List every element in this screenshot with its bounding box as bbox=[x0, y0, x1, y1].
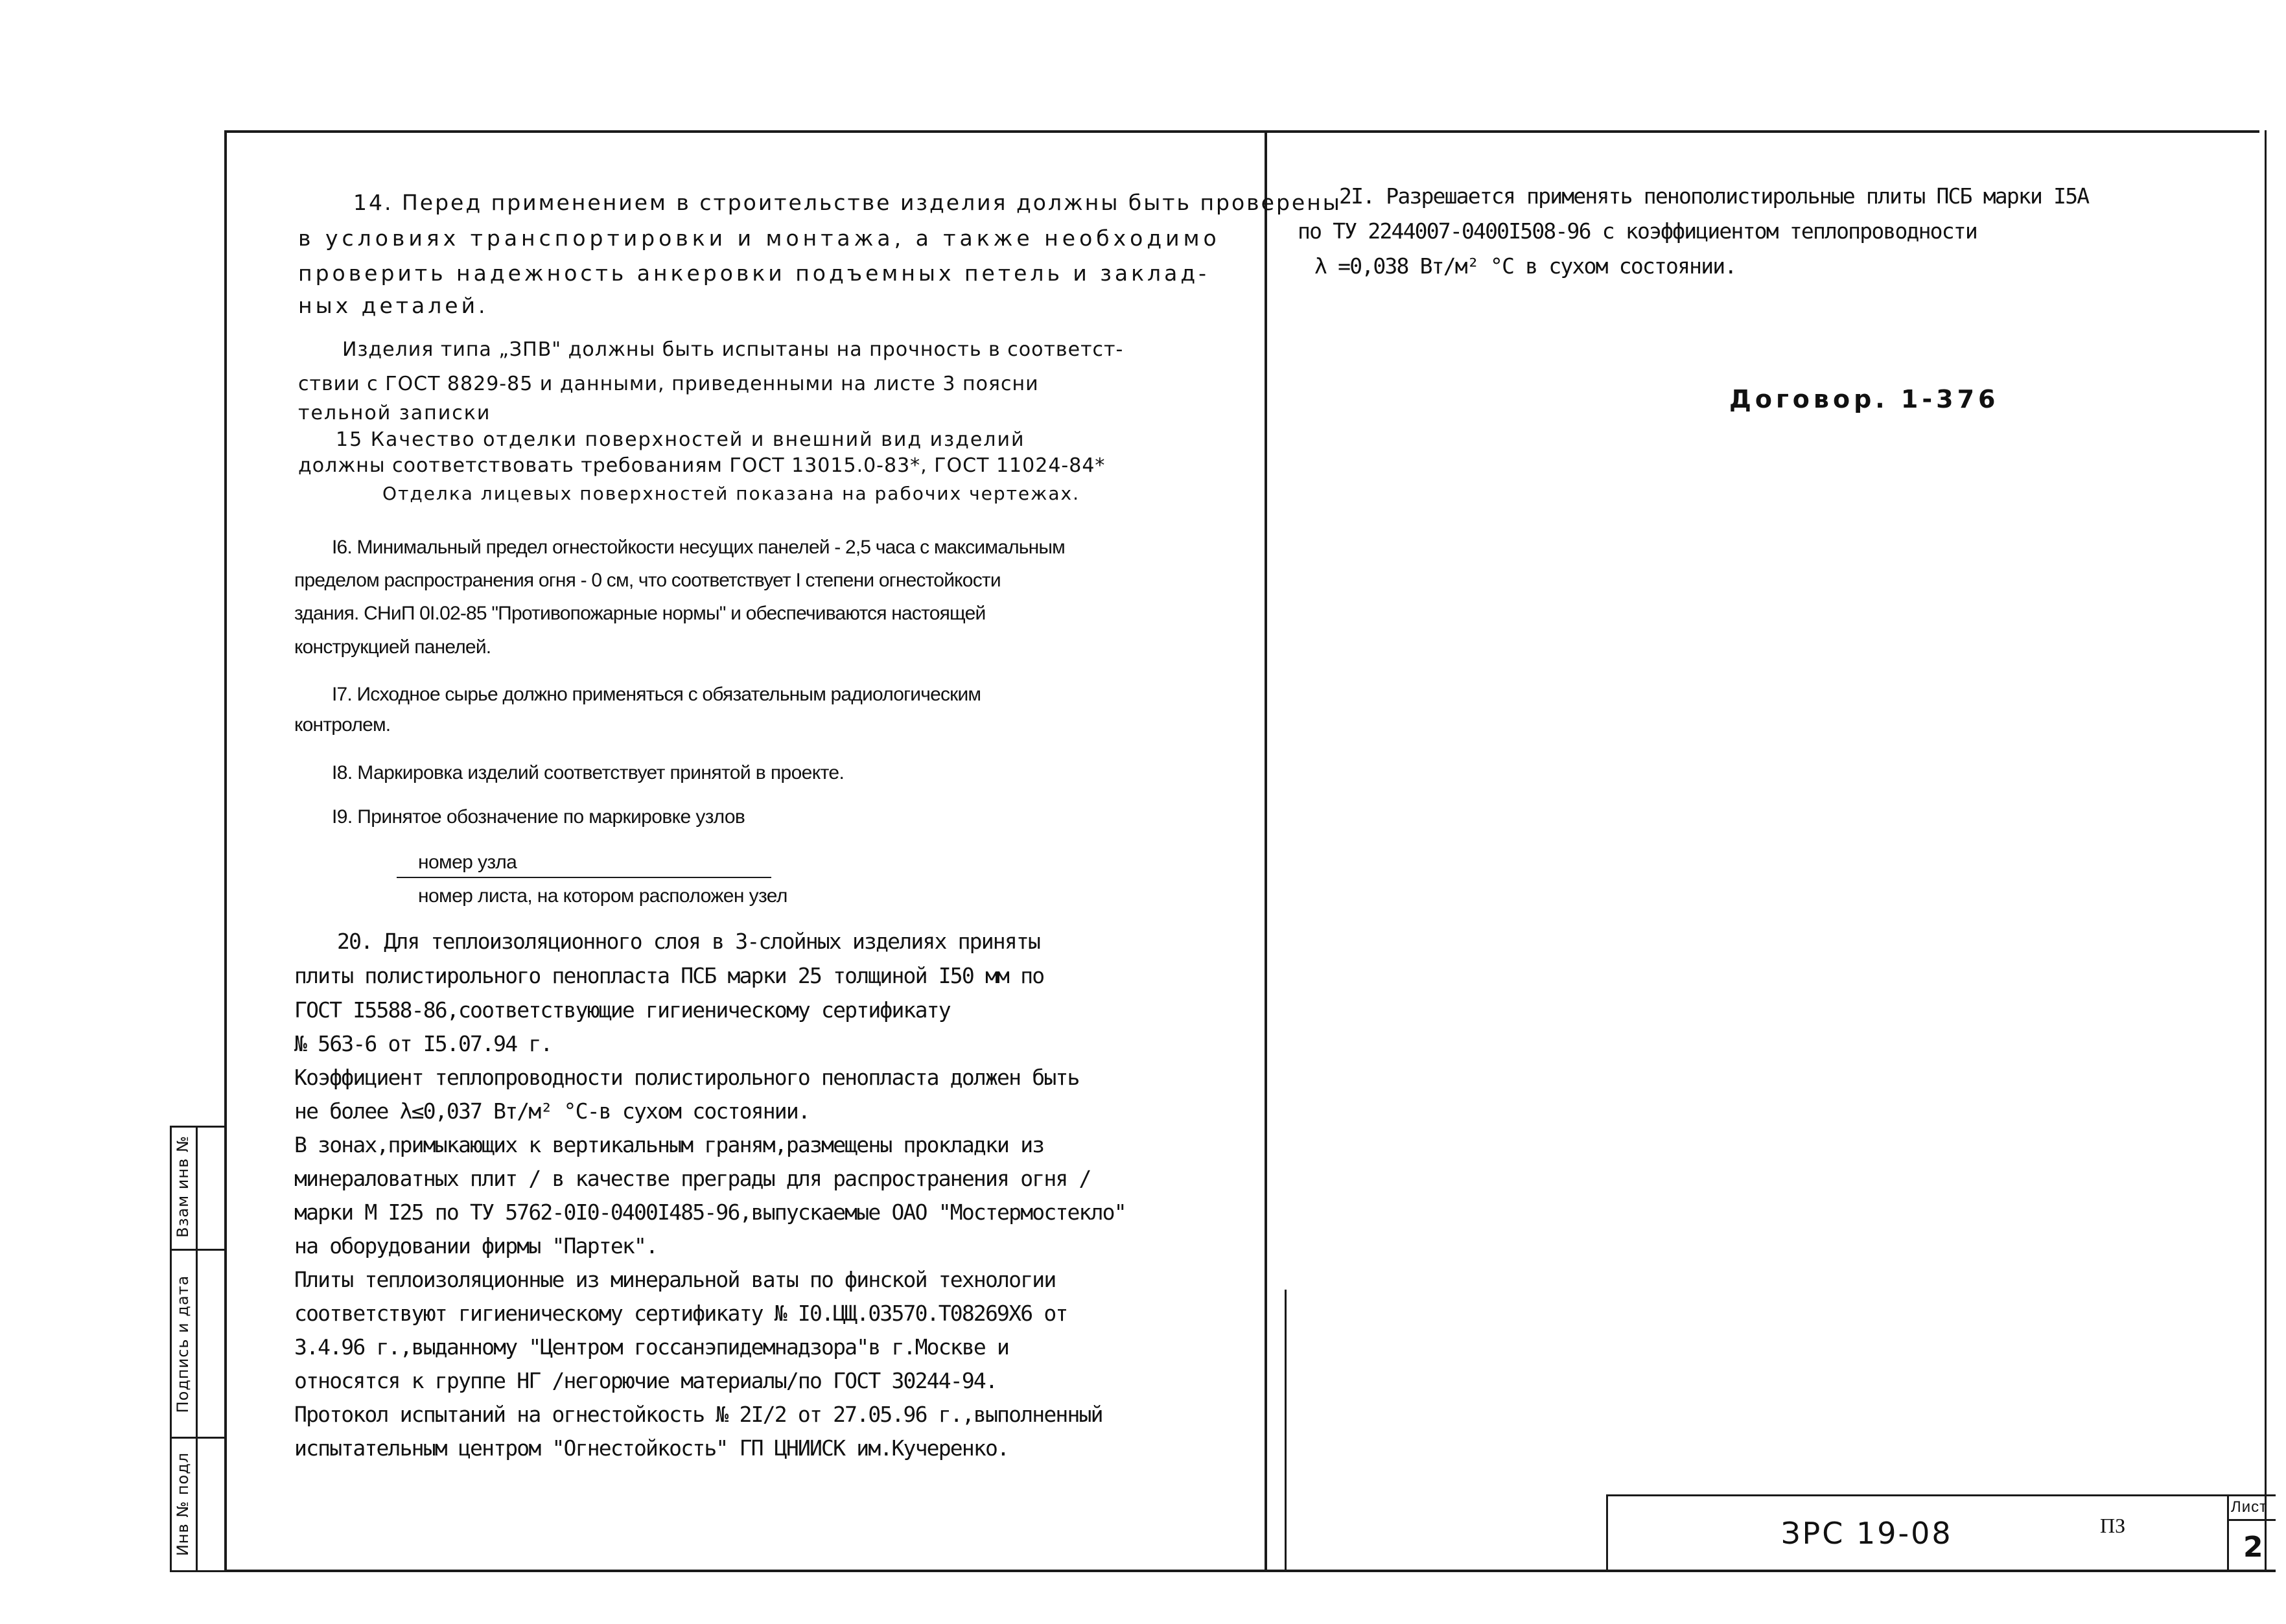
item-17-line-2: контролем. bbox=[294, 714, 391, 736]
zpv-test-line-1: Изделия типа „ЗПВ" должны быть испытаны на прочность в соответст- bbox=[342, 338, 1124, 361]
item-16-line-4: конструкцией панелей. bbox=[294, 636, 491, 658]
title-block-sheet-divider bbox=[2227, 1494, 2229, 1572]
title-block-sheet-label-line bbox=[2227, 1519, 2276, 1521]
item-18: I8. Маркировка изделий соответствует принятой в проекте. bbox=[332, 762, 845, 783]
sheet-number: 2 bbox=[2243, 1531, 2263, 1564]
frame-middle-divider-shadow bbox=[1285, 1290, 1287, 1572]
title-block bbox=[1606, 1494, 2276, 1572]
drawing-code: ЗРС 19-08 bbox=[1781, 1516, 1953, 1551]
item-14-line-3: проверить надежность анкеровки подъемных петель и заклад- bbox=[298, 261, 1210, 286]
item-20-line-13: 3.4.96 г.,выданному "Центром госсанэпидемнадзора"в г.Москве и bbox=[294, 1334, 1009, 1360]
item-20-line-14: относятся к группе НГ /негорючие материалы/по ГОСТ 30244-94. bbox=[294, 1368, 997, 1393]
item-20-line-1: 20. Для теплоизоляционного слоя в 3-слойных изделиях приняты bbox=[337, 929, 1040, 954]
item-16-line-2: пределом распространения огня - 0 см, что соответствует I степени огнестойкости bbox=[294, 570, 1001, 591]
item-16-line-3: здания. СНиП 0I.02-85 "Противопожарные нормы" и обеспечиваются настоящей bbox=[294, 603, 986, 624]
item-20-line-15: Протокол испытаний на огнестойкость № 2I/2 от 27.05.96 г.,выполненный bbox=[294, 1402, 1102, 1427]
title-block-top-line bbox=[1606, 1494, 2276, 1496]
side-strip-bottom-line bbox=[170, 1570, 227, 1572]
item-14-line-1: 14. Перед применением в строительстве изделия должны быть проверены bbox=[353, 190, 1342, 215]
item-20-line-2: плиты полистирольного пенопласта ПСБ марки 25 толщиной I50 мм по bbox=[294, 963, 1044, 988]
title-block-left-line bbox=[1606, 1494, 1608, 1572]
side-strip-vzam-inv: Взам инв № bbox=[174, 1135, 192, 1238]
item-16-line-1: I6. Минимальный предел огнестойкости несущих панелей - 2,5 часа с максимальным bbox=[332, 537, 1065, 558]
zpv-test-line-2: ствии с ГОСТ 8829-85 и данными, приведенными на листе 3 поясни bbox=[298, 373, 1039, 395]
item-20-line-16: испытательным центром "Огнестойкость" ГП ЦНИИСК им.Кучеренко. bbox=[294, 1435, 1009, 1461]
item-20-line-4: № 563-6 от I5.07.94 г. bbox=[294, 1031, 552, 1056]
frame-right-border bbox=[2265, 130, 2267, 1572]
item-19: I9. Принятое обозначение по маркировке узлов bbox=[332, 806, 745, 828]
item-21-line-1: 2I. Разрешается применять пенополистирольные плиты ПСБ марки I5А bbox=[1339, 183, 2089, 209]
side-strip-outer-line bbox=[170, 1126, 172, 1572]
item-20-line-11: Плиты теплоизоляционные из минеральной ваты по финской технологии bbox=[294, 1267, 1056, 1292]
item-21-line-2: по ТУ 2244007-0400I508-96 с коэффициентом теплопроводности bbox=[1298, 218, 1977, 244]
item-17-line-1: I7. Исходное сырье должно применяться с обязательным радиологическим bbox=[332, 684, 981, 705]
fraction-denominator: номер листа, на котором расположен узел bbox=[418, 885, 787, 907]
side-strip bbox=[170, 1126, 227, 1572]
item-20-line-7: В зонах,примыкающих к вертикальным граням,размещены прокладки из bbox=[294, 1132, 1044, 1157]
item-21-line-3: λ =0,038 Вт/м² °С в сухом состоянии. bbox=[1314, 253, 1736, 279]
side-strip-inner-line bbox=[196, 1126, 198, 1572]
item-15-line-1: 15 Качество отделки поверхностей и внешний вид изделий bbox=[336, 428, 1025, 451]
item-20-line-6: не более λ≤0,037 Вт/м² °С-в сухом состоянии. bbox=[294, 1098, 810, 1124]
frame-top-border bbox=[224, 130, 2259, 133]
zpv-test-line-3: тельной записки bbox=[298, 402, 491, 424]
item-14-line-2: в условиях транспортировки и монтажа, а также необходимо bbox=[298, 226, 1220, 251]
side-strip-podpis-data: Подпись и дата bbox=[174, 1275, 192, 1413]
frame-middle-divider bbox=[1265, 130, 1267, 1572]
sheet-label: Лист bbox=[2231, 1498, 2268, 1516]
fraction-numerator: номер узла bbox=[418, 852, 517, 873]
item-15-line-2: должны соответствовать требованиям ГОСТ 13015.0-83*, ГОСТ 11024-84* bbox=[298, 454, 1106, 477]
item-20-line-10: на оборудовании фирмы "Партек". bbox=[294, 1233, 658, 1259]
item-14-line-4: ных деталей. bbox=[298, 293, 489, 318]
item-20-line-3: ГОСТ I5588-86,соответствующие гигиеническому сертификату bbox=[294, 997, 950, 1023]
item-20-line-5: Коэффициент теплопроводности полистирольного пенопласта должен быть bbox=[294, 1065, 1079, 1090]
side-strip-inv-podl: Инв № подл bbox=[174, 1452, 192, 1557]
item-15-line-3: Отделка лицевых поверхностей показана на рабочих чертежах. bbox=[382, 483, 1080, 504]
item-20-line-12: соответствуют гигиеническому сертификату № I0.ЦЩ.03570.Т08269Х6 от bbox=[294, 1301, 1067, 1326]
document-type: ПЗ bbox=[2100, 1514, 2126, 1537]
fraction-bar bbox=[397, 877, 771, 878]
item-20-line-8: минераловатных плит / в качестве преграды для распространения огня / bbox=[294, 1166, 1091, 1191]
item-20-line-9: марки М I25 по ТУ 5762-0I0-0400I485-96,выпускаемые ОАО "Мостермостекло" bbox=[294, 1200, 1126, 1225]
contract-number: Договор. 1-376 bbox=[1729, 385, 2000, 413]
